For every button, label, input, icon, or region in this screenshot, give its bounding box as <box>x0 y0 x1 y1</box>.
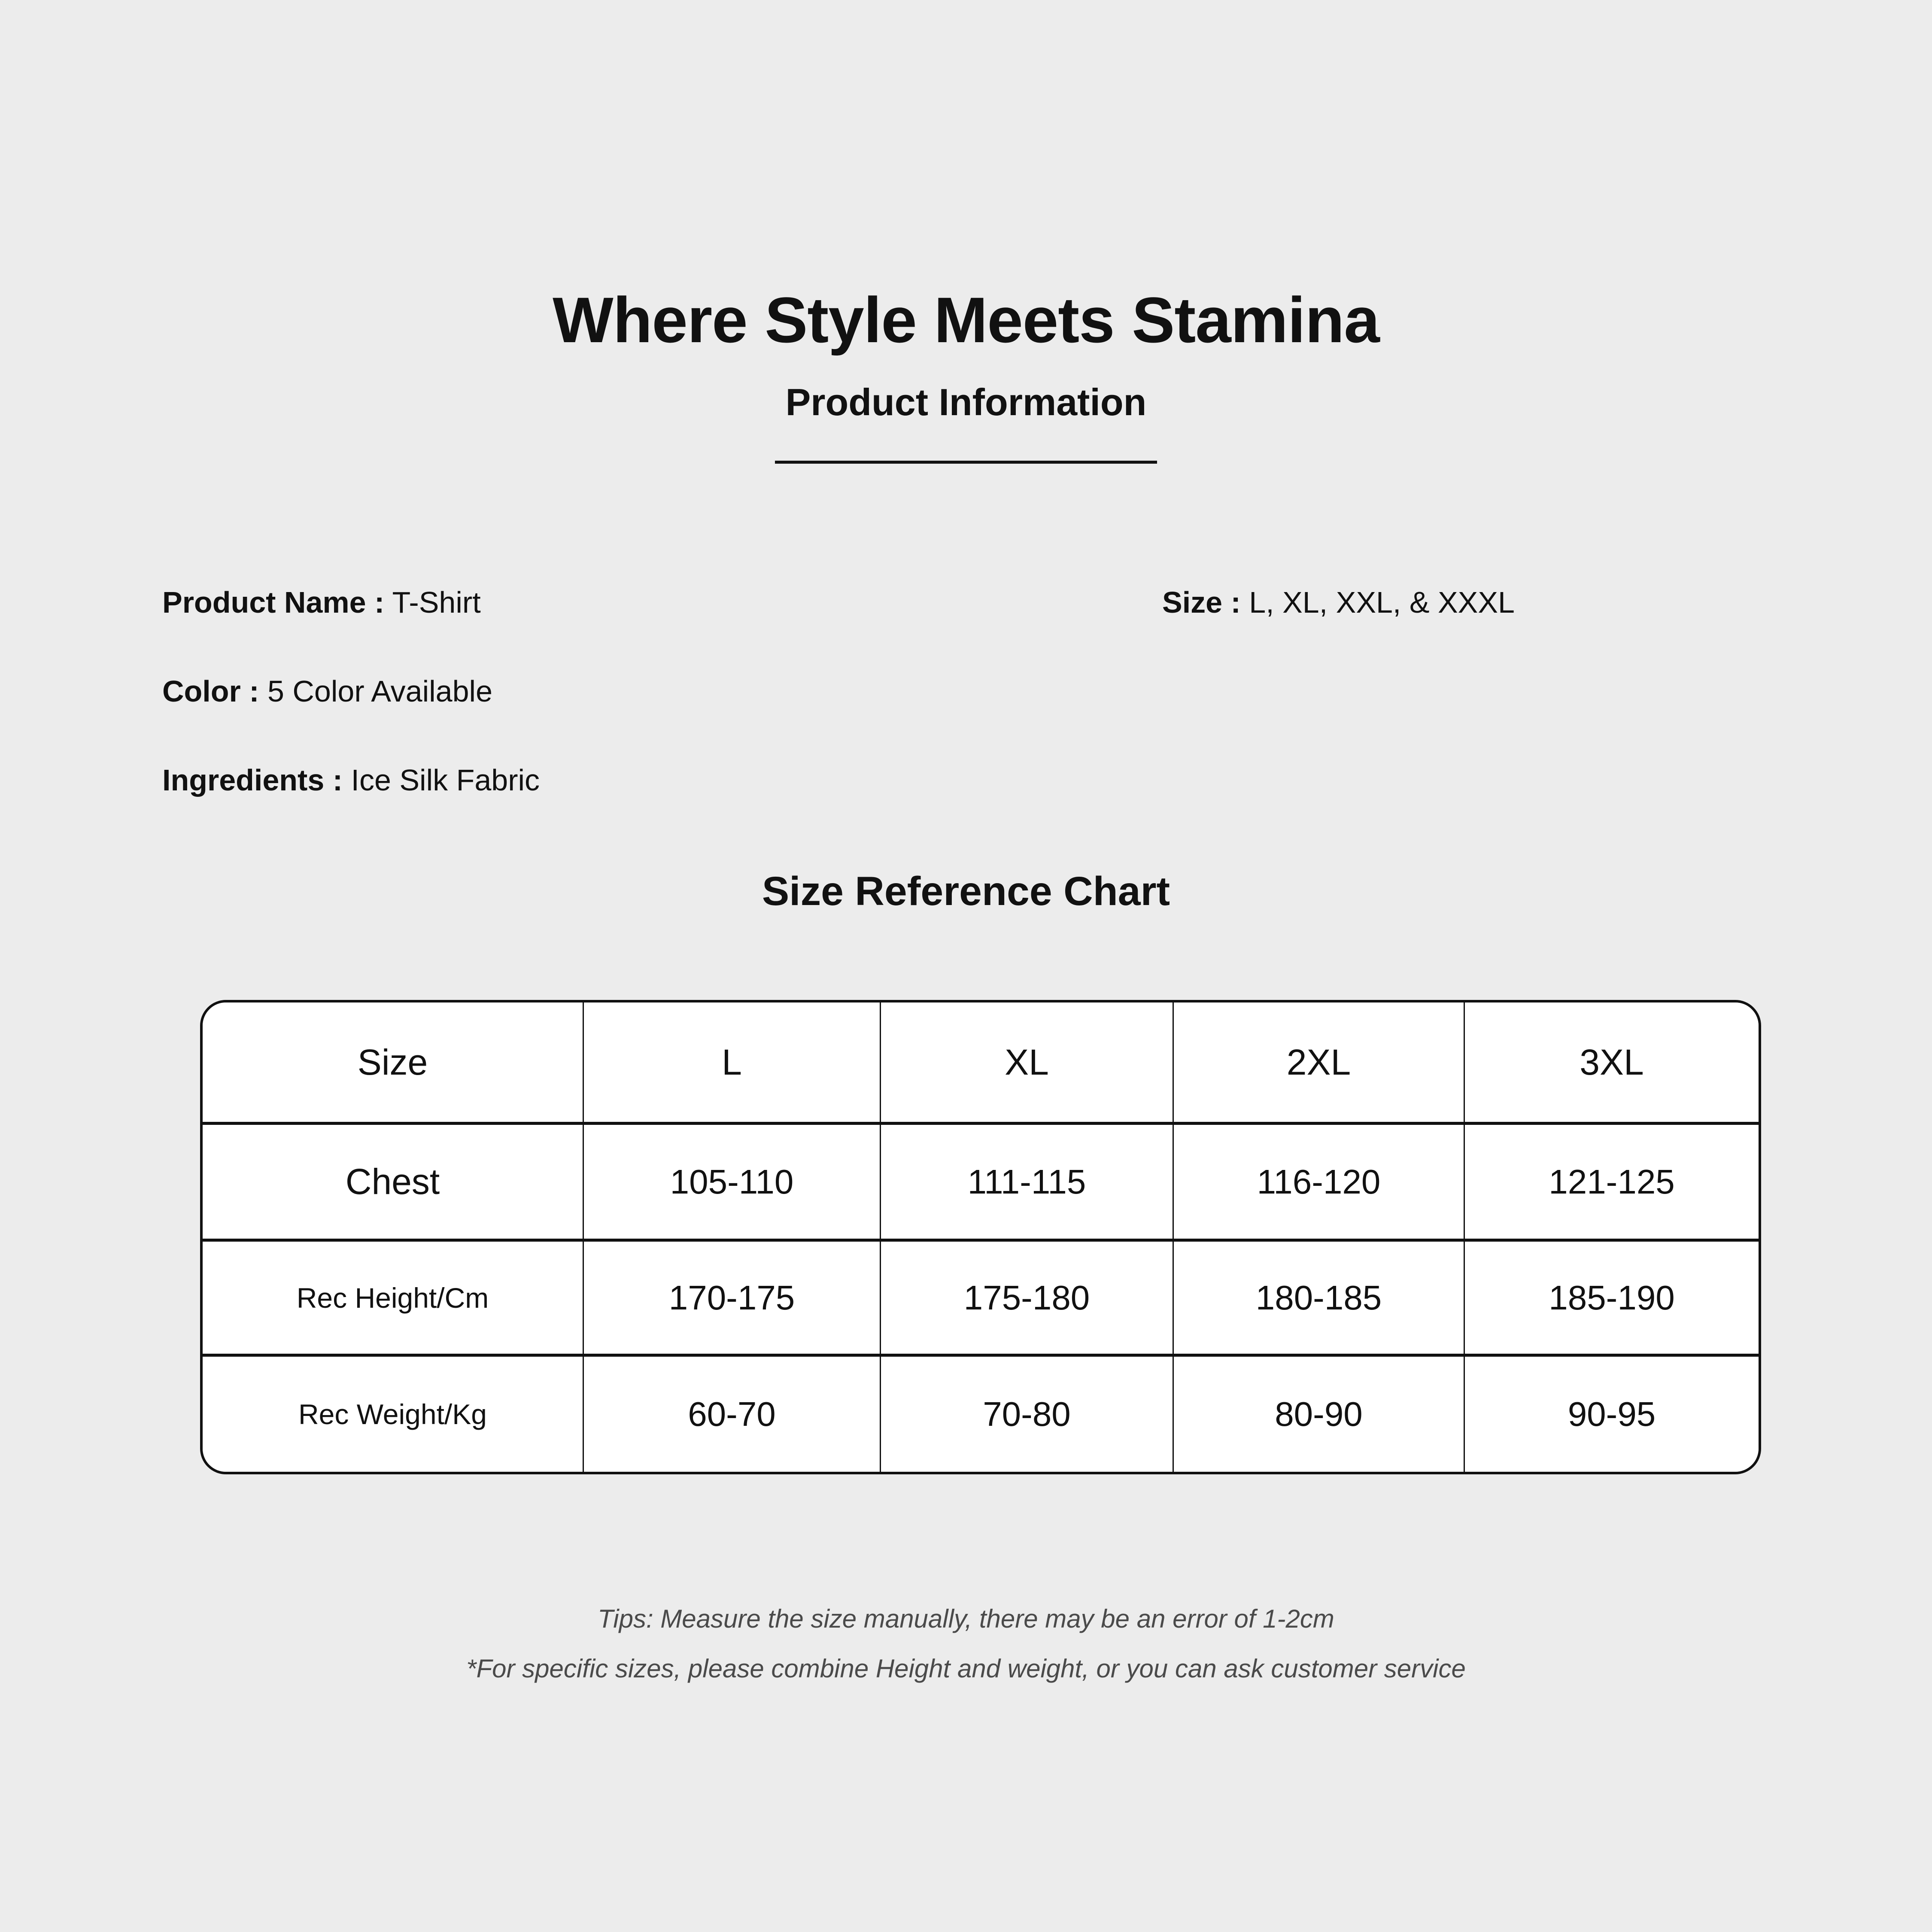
table-cell-height-l: 170-175 <box>584 1242 881 1357</box>
table-header-l: L <box>584 1002 881 1125</box>
color-row <box>162 672 540 711</box>
table-cell-chest-2xl: 116-120 <box>1174 1125 1465 1242</box>
table-cell-height-3xl: 185-190 <box>1465 1242 1759 1357</box>
tip-specific-sizes: *For specific sizes, please combine Height and weight, or you can ask customer service <box>466 1654 1466 1683</box>
table-cell-weight-xl: 70-80 <box>881 1357 1174 1472</box>
table-header-3xl: 3XL <box>1465 1002 1759 1125</box>
table-cell-height-xl: 175-180 <box>881 1242 1174 1357</box>
table-header-2xl: 2XL <box>1174 1002 1465 1125</box>
ingredients-value: Ice Silk Fabric <box>351 763 540 797</box>
product-name-label: Product Name : <box>162 586 385 619</box>
product-name-value: T-Shirt <box>392 586 481 619</box>
table-cell-weight-l: 60-70 <box>584 1357 881 1472</box>
ingredients-label: Ingredients : <box>162 763 343 797</box>
size-row <box>1162 583 1515 622</box>
color-value: 5 Color Available <box>267 674 493 708</box>
page-title: Where Style Meets Stamina <box>553 284 1379 356</box>
table-header-size: Size <box>203 1002 584 1125</box>
table-row-label-rec-weight: Rec Weight/Kg <box>203 1357 584 1472</box>
ingredients-row <box>162 761 540 799</box>
size-value: L, XL, XXL, & XXXL <box>1249 586 1515 619</box>
product-details <box>162 583 540 850</box>
table-cell-height-2xl: 180-185 <box>1174 1242 1465 1357</box>
color-label: Color : <box>162 674 259 708</box>
footer-tips <box>0 1603 1932 1685</box>
table-cell-chest-xl: 111-115 <box>881 1125 1174 1242</box>
table-cell-chest-l: 105-110 <box>584 1125 881 1242</box>
size-label: Size : <box>1162 586 1241 619</box>
table-header-xl: XL <box>881 1002 1174 1125</box>
table-cell-weight-3xl: 90-95 <box>1465 1357 1759 1472</box>
table-cell-weight-2xl: 80-90 <box>1174 1357 1465 1472</box>
page-subtitle: Product Information <box>785 381 1147 423</box>
tip-measure-error: Tips: Measure the size manually, there may be an error of 1-2cm <box>598 1604 1334 1633</box>
table-row-label-rec-height: Rec Height/Cm <box>203 1242 584 1357</box>
size-reference-table <box>200 1000 1761 1474</box>
table-row-label-chest: Chest <box>203 1125 584 1242</box>
size-chart-heading: Size Reference Chart <box>762 869 1170 914</box>
header-divider-line <box>775 461 1157 464</box>
table-cell-chest-3xl: 121-125 <box>1465 1125 1759 1242</box>
product-name-row <box>162 583 540 622</box>
